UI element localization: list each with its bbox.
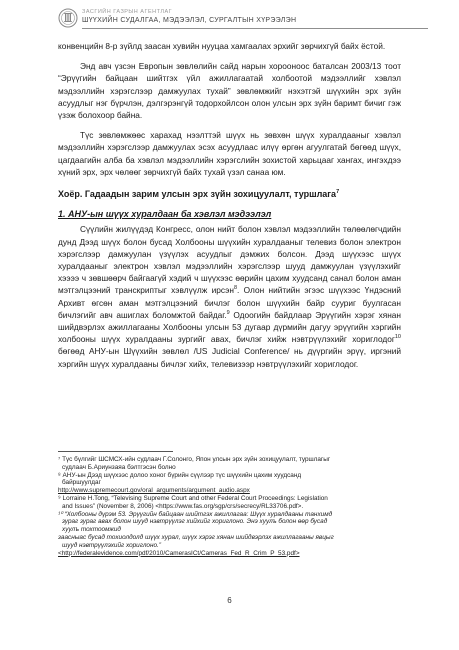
paragraph-4 xyxy=(58,223,401,369)
footnote-8-link[interactable]: http://www.supremecourt.gov/oral_arguments/argument_audio.aspx xyxy=(58,487,250,495)
footnote-ref-9: 9 xyxy=(226,310,230,317)
page-header xyxy=(58,8,428,32)
footnote-8-line-1: ⁸ АНУ-ын Дээд шүүхээс долоо хоног бүрийн сүүлээр түс шүүхийн цахим хуудсанд xyxy=(58,471,302,479)
footnote-10-line-5: шууд нэвтрүүлэхийг хориглоно.” xyxy=(62,541,161,549)
header-title: ШҮҮХИЙН СУДАЛГАА, МЭДЭЭЛЭЛ, СУРГАЛТЫН ХҮРЭЭЛЭН xyxy=(82,17,297,24)
paragraph-4-part-c: Одоогийн байдлаар Эрүүгийн хэрэг хянан шийдвэрлэх ажиллагааны Холбооны улсын 53 дугаар дүрмийн дагуу эрүүгийн хэргийн холбооны шүүх хуралдааны зургийг авах, бичлэг хийж нэвтрүүлэхийг хориглодог xyxy=(58,309,401,345)
paragraph-2: Энд авч үзсэн Европын зөвлөлийн сайд нарын хорооноос баталсан 2003/13 тоот “Эрүүгийн байцаан шийтгэх үйл ажиллагаатай холбоотой мэдээллийг хэвлэл мэдээллийн хэрэгслээр дамжуулах тухай” зөвлөмжийг нэхэтгэй шүүхийн эрх зүйн асуудлыг нэг бүрчлэн, дэлгэрэнгүй тодорхойлсон олон улсын эрх зүйн баримт бичиг гэж үзэж болохоор байна. xyxy=(58,61,401,121)
footnote-10-line-2: зураг зураг авах болон шууд нэвтрүүлэг хийхийг хориглоно. Энэ хуулъ болон өөр бусад xyxy=(62,518,328,526)
footnote-ref-10: 10 xyxy=(394,334,401,341)
footnotes xyxy=(58,456,401,557)
footnote-8-line-2: байршуулдаг xyxy=(62,479,101,487)
footnote-10-link[interactable]: <http://federalevidence.com/pdf/2010/CamerasICt/Cameras_Fed_R_Crim_P_53.pdf> xyxy=(58,549,300,557)
header-subtitle: ЗАСГИЙН ГАЗРЫН АГЕНТЛАГ xyxy=(82,9,173,15)
header-divider xyxy=(82,28,428,29)
footnote-divider xyxy=(58,451,173,452)
paragraph-4-part-d: бөгөөд АНУ-ын Шүүхийн зөвлөл /US Judicial Conference/ нь дүүргийн эрүү, иргэний хэргийн шүүх хуралдааны бичлэг хийх, телевизээр нэвтрүүлэхийг хориглодог. xyxy=(58,346,401,369)
footnote-10-line-1: ¹⁰ “Холбооны дүрэм 53. Эрүүгийн байцаан шийтгэх ажиллагаа: Шүүх хуралдааны танхимд xyxy=(58,510,333,518)
footnote-9-line-2: and Issues” (November 8, 2006) <https://www.fas.org/sgp/crs/secrecy/RL33706.pdf>. xyxy=(62,502,304,510)
paragraph-4-part-b: . Олон нийтийн эгээс шүүхээс Үндэсний Архивт өгсөн аман мэтгэлцээний бичлэг болон шүүхийн байр сууриг буулгасан бичлэгийг авч ашиглах боломжтой байдаг. xyxy=(58,285,402,320)
paragraph-3: Түс зөвлөмжөөс харахад нээлттэй шүүх нь зөвхөн шүүх хуралдааныг хэвлэл мэдээллийн хэрэгслээр дамжуулах эсэх асуудлаас илүү өргөн агуулгатай бөгөөд шүүх, цагдаагийн алба ба хэвлэл мэдээллийн хэрэгслийн зохистой харьцааг хангах, ингэхдээ хүний эрх, эрх чөлөөг зөрчихгүй байх тухай үзэл санаа юм. xyxy=(58,130,401,177)
institute-logo-icon xyxy=(58,8,78,28)
footnote-7-line-2: судлаач Б.Ариунзаяа бэлтгэсэн болно xyxy=(62,463,176,471)
subsection-heading: 1. АНУ-ын шүүх хуралдаан ба хэвлэл мэдээлэл xyxy=(58,209,272,220)
footnote-10-line-4: заасныас бусад тохиолдолд шүүх хурал, шүүх хэрэг хянан шийдвэрлэх ажиллагааны явцыг xyxy=(58,533,334,541)
section-heading-text: Хоёр. Гадаадын зарим улсын эрх зүйн зохицуулалт, туршлага xyxy=(58,189,337,200)
footnote-7-line-1: ⁷ Түс бүлгийг ШСМСХ-ийн судлаач Г.Солонго, Япон улсын эрх зүйн зохицуулалт, туршлагыг xyxy=(58,456,331,463)
footnote-ref-8: 8 xyxy=(233,285,238,292)
footnote-9-line-1: ⁹ Lorraine H.Tong, “Televising Supreme Court and other Federal Court Proceedings: Legislation xyxy=(58,494,328,502)
document-body xyxy=(58,40,401,378)
paragraph-1: конвенцийн 8-р зүйлд заасан хувийн нууцаа хамгаалах эрхийг зөрчихгүй байх ёстой. xyxy=(58,41,386,51)
footnote-10-line-3: хуулъ тохтоомжид xyxy=(62,526,121,534)
paragraph-4-part-a: Сүүлийн жилүүдэд Конгресс, олон нийт болон хэвлэл мэдээллийн төлөөлөгчдийн дунд Дээд шүүх болон бусад Холбооны шүүхийн хуралдааныг телевиз болон электрон хэрэгслээр дамжуулан үзүүлэх асуудлыг дэмжих болсон. Дээд шүүхээс шүүх хуралдааныг электрон хэвлэл мэдээллийн хэрэгслээр шууд дамжуулан үзүүлэхийг хээээ ч зөвшөөрч байгаагүй хэдий ч шүүхээс өөрийн цахим хуудсанд санал болон аман мэтгэлцээний транскриптыг хэвлүүлж ирсэн xyxy=(58,224,401,296)
page-number: 6 xyxy=(227,596,232,605)
section-heading xyxy=(58,188,401,200)
footnote-ref-7: 7 xyxy=(336,189,340,196)
